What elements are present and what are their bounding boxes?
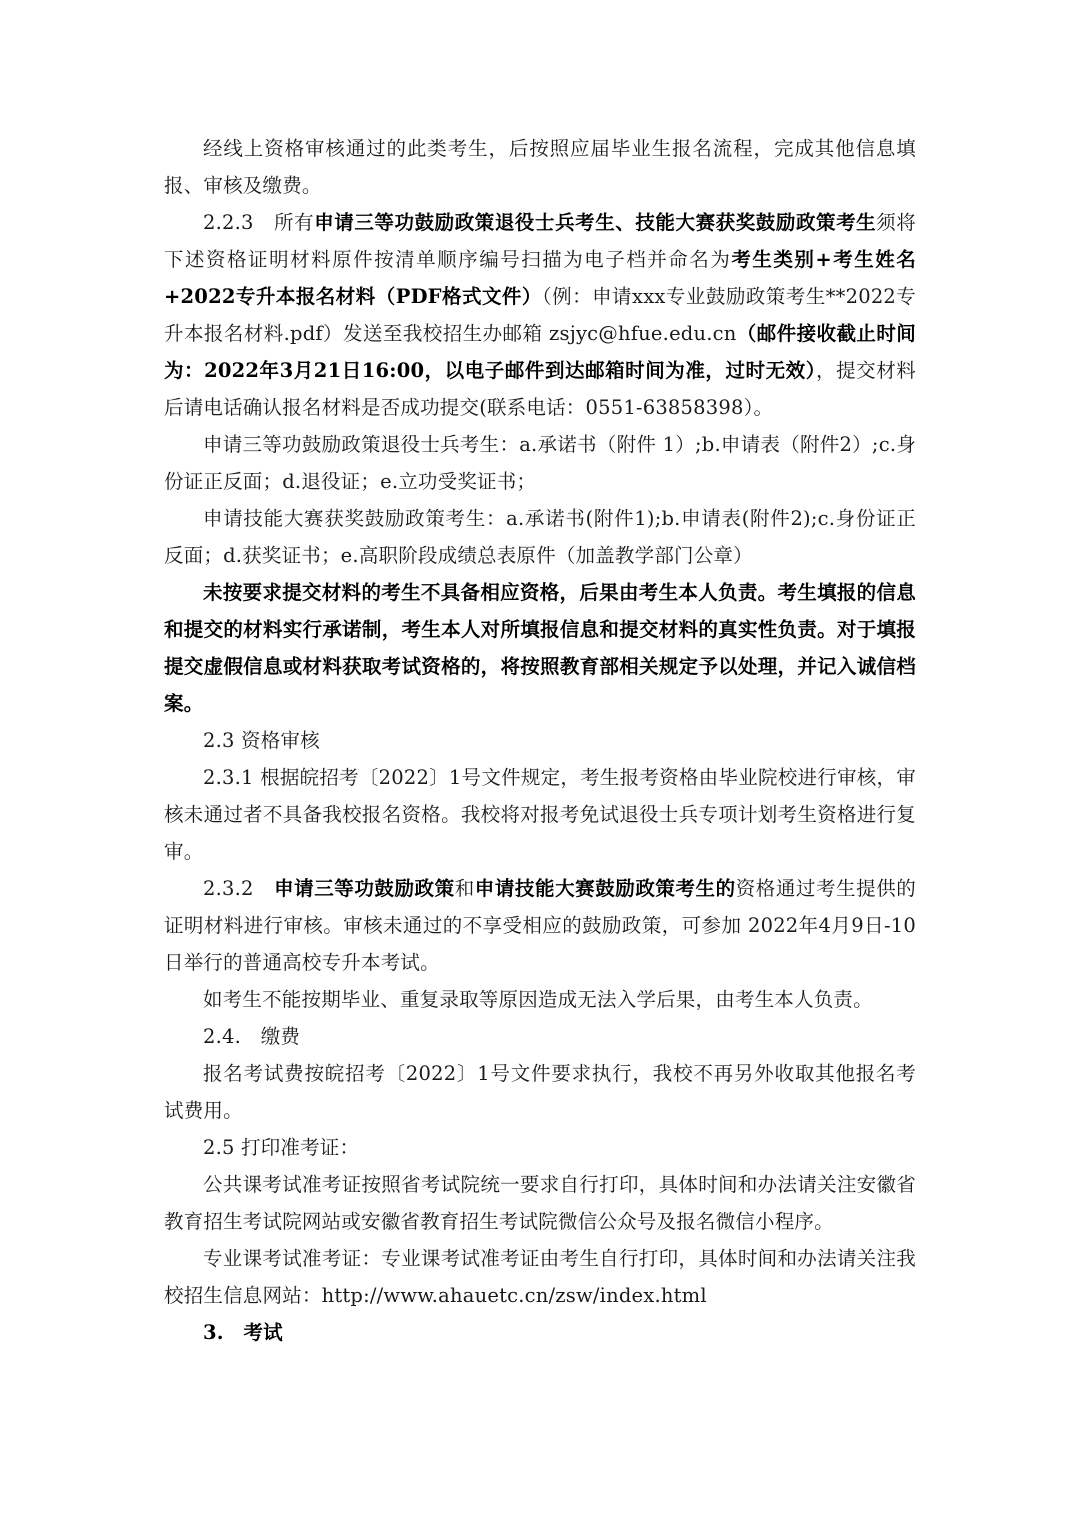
heading-2-4: 2.4. 缴费: [203, 1025, 301, 1048]
text-span: 和: [454, 877, 475, 900]
text-span: 资格通过考生提供的证明材料进行审核。审核未通过的不享受相应的鼓励政策，可参加 2022年4月9日-10日举行的普通高校专升本考试。: [164, 877, 916, 974]
bold-span: 考生类别+考生姓名+2022专升本报名材料（PDF格式文件）: [164, 248, 917, 308]
bold-span: 申请三等功鼓励政策退役士兵考生、技能大赛获奖鼓励政策考生: [314, 211, 877, 234]
paragraph-veteran-materials: 申请三等功鼓励政策退役士兵考生：a.承诺书（附件 1）;b.申请表（附件2）;c.身份证正反面；d.退役证；e.立功受奖证书；: [164, 433, 916, 493]
text-span: （例：申请xxx专业鼓励政策考生**2022专升本报名材料.pdf）发送至我校招生办邮箱 zsjyc@hfue.edu.cn: [164, 285, 917, 345]
text-span: 须将下述资格证明材料原件按清单顺序编号扫描为电子档并命名为: [164, 211, 917, 271]
bold-span: 申请技能大赛鼓励政策考生的: [474, 877, 736, 900]
paragraph-2-2-3: [164, 204, 916, 426]
bold-span: 申请三等功鼓励政策: [274, 877, 455, 900]
text-span: 2.2.3 所有: [203, 211, 315, 234]
paragraph-fees: 报名考试费按皖招考〔2022〕1号文件要求执行，我校不再另外收取其他报名考试费用。: [164, 1062, 916, 1122]
paragraph-2-3-1: 2.3.1 根据皖招考〔2022〕1号文件规定，考生报考资格由毕业院校进行审核，审核未通过者不具备我校报名资格。我校将对报考免试退役士兵专项计划考生资格进行复审。: [164, 766, 916, 863]
paragraph-2-3-2: [164, 870, 916, 981]
document-page: [164, 130, 916, 1351]
heading-2-3: 2.3 资格审核: [203, 729, 320, 752]
bold-span: （邮件接收截止时间为：2022年3月21日16:00，以电子邮件到达邮箱时间为准，过时无效）: [164, 322, 916, 382]
paragraph-online-review: 经线上资格审核通过的此类考生，后按照应届毕业生报名流程，完成其他信息填报、审核及缴费。: [164, 137, 916, 197]
text-span: ，提交材料后请电话确认报名材料是否成功提交(联系电话：0551-63858398）。: [164, 359, 916, 419]
paragraph-warning: 未按要求提交材料的考生不具备相应资格，后果由考生本人负责。考生填报的信息和提交的材料实行承诺制，考生本人对所填报信息和提交材料的真实性负责。对于填报提交虚假信息或材料获取考试资格的，将按照教育部相关规定予以处理，并记入诚信档案。: [164, 581, 916, 715]
paragraph-skills-materials: 申请技能大赛获奖鼓励政策考生：a.承诺书(附件1);b.申请表(附件2);c.身份证正反面；d.获奖证书；e.高职阶段成绩总表原件（加盖教学部门公章）: [164, 507, 916, 567]
paragraph-major-admission-ticket: 专业课考试准考证：专业课考试准考证由考生自行打印，具体时间和办法请关注我校招生信息网站：http://www.ahauetc.cn/zsw/index.html: [164, 1247, 916, 1307]
heading-3-exam: 3. 考试: [203, 1321, 283, 1344]
paragraph-public-admission-ticket: 公共课考试准考证按照省考试院统一要求自行打印，具体时间和办法请关注安徽省教育招生考试院网站或安徽省教育招生考试院微信公众号及报名微信小程序。: [164, 1173, 916, 1233]
heading-2-5: 2.5 打印准考证：: [203, 1136, 360, 1159]
paragraph-graduation-note: 如考生不能按期毕业、重复录取等原因造成无法入学后果，由考生本人负责。: [203, 988, 873, 1011]
text-span: 2.3.2: [203, 877, 275, 900]
